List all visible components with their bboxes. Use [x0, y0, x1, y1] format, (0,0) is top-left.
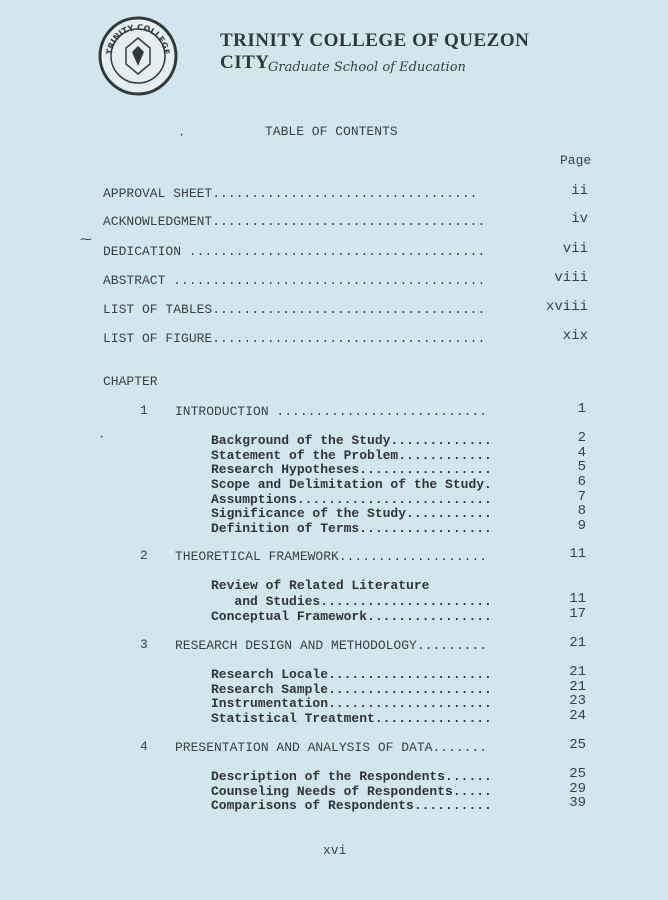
- section-entry: Statement of the Problem............: [211, 448, 492, 463]
- toc-entry-page: vii: [562, 241, 588, 257]
- section-page: 8: [577, 503, 586, 519]
- section-entry: Research Hypotheses.................: [211, 462, 492, 477]
- chapter-number: 1: [140, 403, 148, 418]
- section-entry: Instrumentation.....................: [211, 696, 492, 711]
- section-page: 25: [569, 766, 586, 782]
- section-page: 2: [577, 430, 586, 446]
- chapter-title: THEORETICAL FRAMEWORK...................: [175, 549, 488, 564]
- chapter-title: PRESENTATION AND ANALYSIS OF DATA.......: [175, 740, 488, 755]
- ink-speck: ·: [98, 430, 106, 444]
- section-entry: Review of Related Literature: [211, 578, 430, 593]
- section-entry: Conceptual Framework................: [211, 609, 492, 624]
- section-page: 24: [569, 708, 586, 724]
- page-column-heading: Page: [560, 153, 592, 168]
- section-page: 5: [577, 459, 586, 475]
- toc-title: TABLE OF CONTENTS: [265, 124, 398, 139]
- chapter-title: INTRODUCTION ...........................: [175, 404, 488, 419]
- toc-entry-page: ii: [571, 183, 588, 199]
- section-entry: Significance of the Study...........: [211, 506, 492, 521]
- toc-entry: ACKNOWLEDGMENT...................................: [103, 214, 486, 229]
- toc-entry-page: xix: [562, 328, 588, 344]
- ink-speck: ⁓: [80, 233, 92, 247]
- section-entry: Assumptions.........................: [211, 492, 492, 507]
- chapter-title: RESEARCH DESIGN AND METHODOLOGY.........: [175, 638, 488, 653]
- toc-entry: APPROVAL SHEET..................................: [103, 186, 478, 201]
- toc-entry: LIST OF FIGURE...................................: [103, 331, 486, 346]
- section-page: 11: [569, 591, 586, 607]
- section-page: 6: [577, 474, 586, 490]
- section-page: 17: [569, 606, 586, 622]
- section-entry: Statistical Treatment...............: [211, 711, 492, 726]
- chapter-page: 11: [569, 546, 586, 562]
- page-number: xvi: [323, 843, 347, 858]
- chapter-heading: CHAPTER: [103, 374, 158, 389]
- section-entry: Definition of Terms.................: [211, 521, 492, 536]
- toc-entry: LIST OF TABLES...................................: [103, 302, 486, 317]
- college-name: TRINITY COLLEGE OF QUEZON CITY: [220, 30, 530, 73]
- section-entry: Comparisons of Respondents..........: [211, 798, 492, 813]
- section-page: 9: [577, 518, 586, 534]
- section-page: 23: [569, 693, 586, 709]
- chapter-number: 4: [140, 739, 148, 754]
- chapter-page: 21: [569, 635, 586, 651]
- section-entry: and Studies......................: [211, 594, 492, 609]
- section-page: 39: [569, 795, 586, 811]
- section-page: 7: [577, 489, 586, 505]
- chapter-number: 3: [140, 637, 148, 652]
- toc-entry-page: viii: [554, 270, 588, 286]
- section-page: 4: [577, 445, 586, 461]
- section-page: 21: [569, 679, 586, 695]
- section-entry: Counseling Needs of Respondents.....: [211, 784, 492, 799]
- section-entry: Research Locale.....................: [211, 667, 492, 682]
- section-entry: Description of the Respondents......: [211, 769, 492, 784]
- section-entry: Research Sample.....................: [211, 682, 492, 697]
- toc-entry: DEDICATION ......................................: [103, 244, 486, 259]
- chapter-number: 2: [140, 548, 148, 563]
- section-page: 21: [569, 664, 586, 680]
- toc-entry-page: xviii: [545, 299, 588, 315]
- chapter-page: 1: [577, 401, 586, 417]
- section-page: 29: [569, 781, 586, 797]
- section-entry: Background of the Study.............: [211, 433, 492, 448]
- svg-text:TRINITY COLLEGE: TRINITY COLLEGE: [104, 22, 172, 56]
- college-seal-logo: [98, 16, 178, 96]
- ink-speck: ·: [178, 128, 186, 142]
- toc-entry-page: iv: [571, 211, 588, 227]
- school-name: Graduate School of Education: [268, 60, 466, 75]
- toc-entry: ABSTRACT ........................................: [103, 273, 486, 288]
- chapter-page: 25: [569, 737, 586, 753]
- section-entry: Scope and Delimitation of the Study.: [211, 477, 492, 492]
